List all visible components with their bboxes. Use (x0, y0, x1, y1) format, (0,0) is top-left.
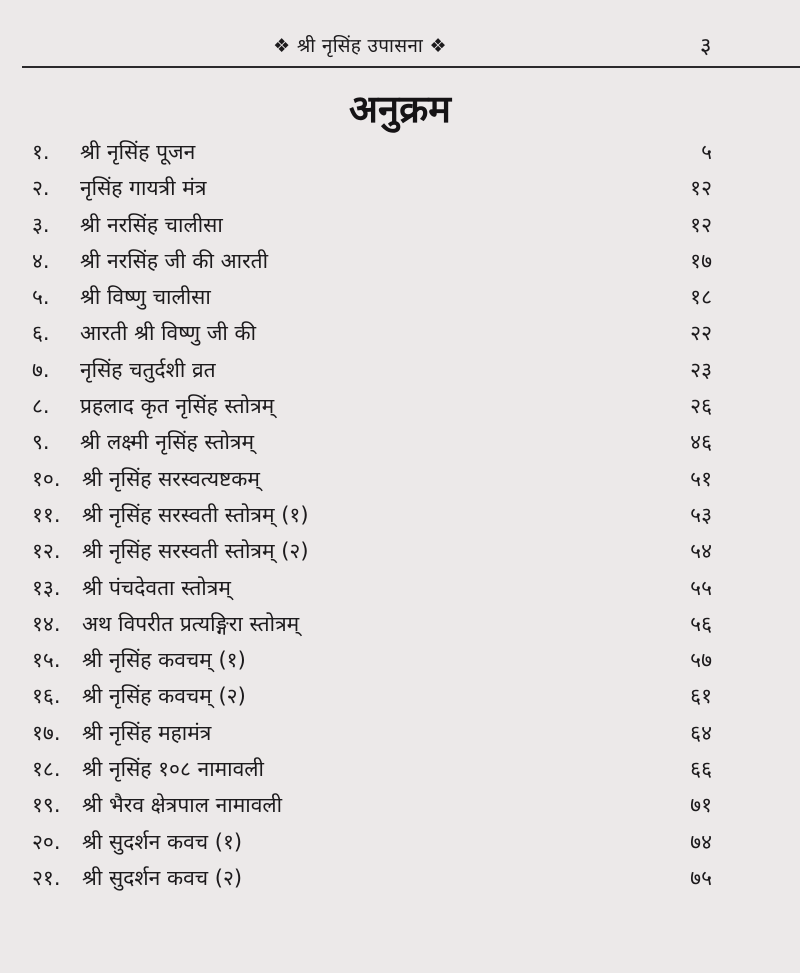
toc-page-number: ६४ (690, 720, 712, 745)
toc-row (0, 138, 800, 174)
toc-page-number: ७४ (690, 829, 712, 854)
toc-page-number: १२ (690, 176, 712, 201)
toc-entry-title: नृसिंह चतुर्दशी व्रत (80, 357, 216, 382)
toc-number: १३. (32, 575, 61, 600)
toc-row (0, 610, 800, 646)
toc-entry-title: श्री नृसिंह कवचम् (२) (82, 684, 246, 709)
toc-page-number: २२ (690, 321, 712, 346)
toc-page-number: ५४ (690, 539, 712, 564)
toc-entry-title: श्री नृसिंह कवचम् (१) (82, 648, 246, 673)
toc-number: ६. (32, 321, 50, 346)
toc-row (0, 283, 800, 319)
toc-entry-title: श्री नृसिंह सरस्वती स्तोत्रम् (२) (82, 539, 309, 564)
header-rule (22, 66, 800, 68)
toc-page-number: १७ (690, 248, 712, 273)
toc-page-number: २३ (690, 357, 712, 382)
toc-row (0, 828, 800, 864)
toc-row (0, 428, 800, 464)
toc-row (0, 501, 800, 537)
toc-number: १४. (32, 611, 61, 636)
toc-entry-title: श्री नृसिंह महामंत्र (82, 720, 212, 745)
toc-row (0, 646, 800, 682)
toc-number: ४. (32, 248, 50, 273)
toc-entry-title: अथ विपरीत प्रत्यङ्गिरा स्तोत्रम् (82, 611, 300, 636)
toc-row (0, 755, 800, 791)
toc-page-number: ६१ (690, 684, 712, 709)
toc-page-number: ५५ (690, 575, 712, 600)
toc-number: १२. (32, 539, 61, 564)
toc-row (0, 211, 800, 247)
toc-number: १६. (32, 684, 61, 709)
toc-page-number: १२ (690, 212, 712, 237)
toc-row (0, 392, 800, 428)
toc-entry-title: श्री पंचदेवता स्तोत्रम् (82, 575, 231, 600)
toc-number: १७. (32, 720, 61, 745)
toc-entry-title: श्री नृसिंह सरस्वत्यष्टकम् (82, 466, 260, 491)
toc-row (0, 174, 800, 210)
toc-number: १०. (32, 466, 61, 491)
toc-page-number: ५१ (690, 466, 712, 491)
toc-row (0, 319, 800, 355)
toc-page-number: २६ (690, 394, 712, 419)
toc-page-number: ५३ (690, 502, 712, 527)
toc-entry-title: श्री लक्ष्मी नृसिंह स्तोत्रम् (80, 430, 255, 455)
toc-number: ८. (32, 394, 50, 419)
toc-number: ११. (32, 502, 61, 527)
toc-entry-title: आरती श्री विष्णु जी की (80, 321, 257, 346)
toc-number: १. (32, 140, 50, 164)
toc-page-number: ५६ (690, 611, 712, 636)
toc-entry-title: श्री नृसिंह १०८ नामावली (82, 757, 264, 782)
toc-page-number: ४६ (690, 430, 712, 455)
toc-row (0, 537, 800, 573)
toc-number: ९. (32, 430, 50, 455)
toc-row (0, 682, 800, 718)
toc-entry-title: श्री सुदर्शन कवच (१) (82, 829, 243, 854)
toc-number: ५. (32, 285, 50, 310)
toc-entry-title: श्री नरसिंह चालीसा (80, 212, 223, 237)
toc-number: २१. (32, 865, 61, 890)
toc-row (0, 719, 800, 755)
toc-entry-title: श्री नरसिंह जी की आरती (80, 248, 269, 273)
toc-page-number: १८ (690, 285, 712, 310)
toc-row (0, 791, 800, 827)
toc-entry-title: नृसिंह गायत्री मंत्र (80, 176, 207, 201)
toc-entry-title: प्रहलाद कृत नृसिंह स्तोत्रम् (80, 394, 275, 419)
page-title: अनुक्रम (348, 86, 452, 131)
toc-entry-title: श्री भैरव क्षेत्रपाल नामावली (82, 793, 283, 818)
toc-row (0, 574, 800, 610)
toc-number: ३. (32, 212, 50, 237)
toc-row (0, 465, 800, 501)
toc-entry-title: श्री नृसिंह सरस्वती स्तोत्रम् (१) (82, 502, 309, 527)
toc-page-number: ५७ (690, 648, 712, 673)
table-of-contents (0, 138, 800, 900)
toc-number: २. (32, 176, 50, 201)
toc-entry-title: श्री नृसिंह पूजन (80, 140, 196, 164)
toc-number: १९. (32, 793, 61, 818)
running-head: ❖ श्री नृसिंह उपासना ❖ (273, 35, 447, 57)
toc-page-number: ७१ (690, 793, 712, 818)
toc-number: २०. (32, 829, 61, 854)
toc-number: १५. (32, 648, 61, 673)
page-number: ३ (700, 34, 712, 59)
toc-page-number: ७५ (690, 865, 712, 890)
toc-row (0, 356, 800, 392)
toc-entry-title: श्री सुदर्शन कवच (२) (82, 865, 243, 890)
toc-row (0, 247, 800, 283)
toc-page-number: ५ (701, 140, 712, 164)
toc-number: ७. (32, 357, 50, 382)
toc-entry-title: श्री विष्णु चालीसा (80, 285, 211, 310)
toc-number: १८. (32, 757, 61, 782)
toc-row (0, 864, 800, 900)
toc-page-number: ६६ (690, 757, 712, 782)
